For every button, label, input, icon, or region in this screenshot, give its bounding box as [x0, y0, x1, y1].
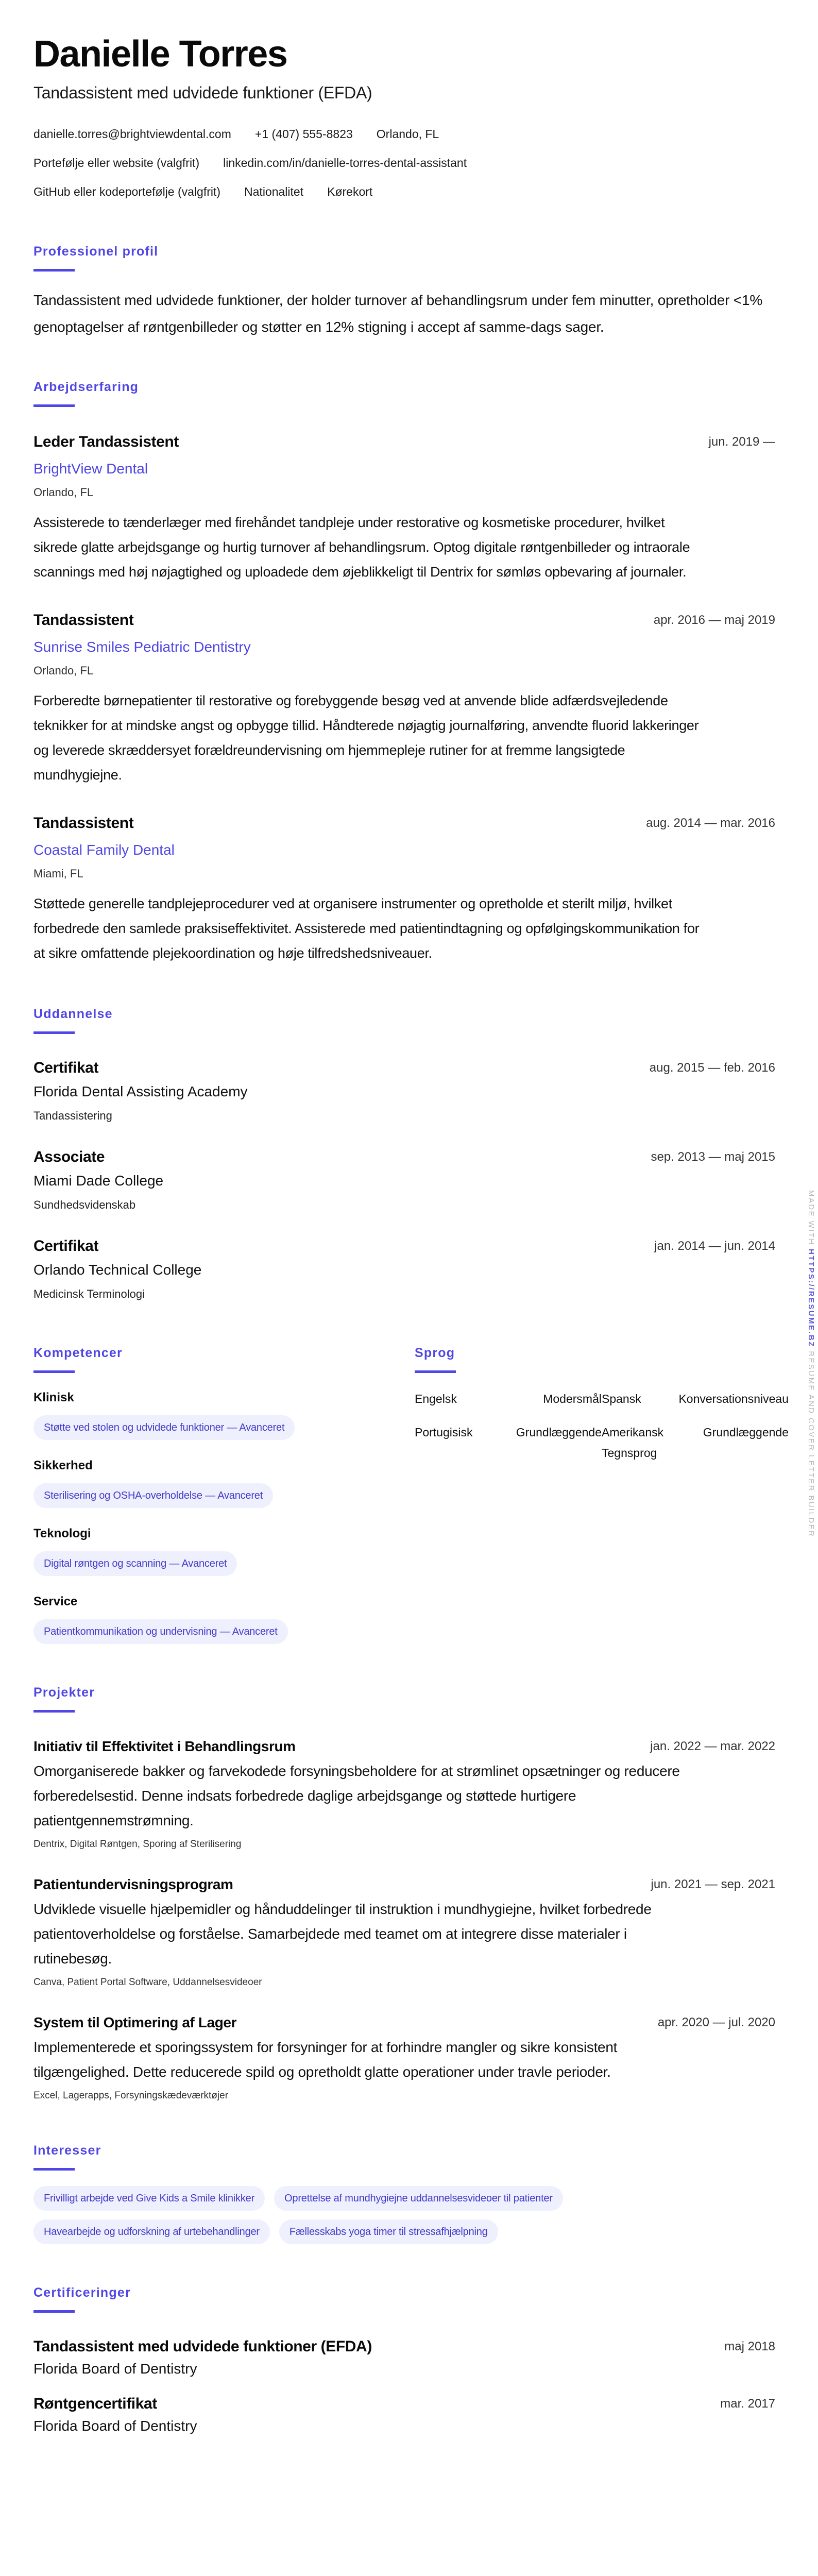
section-title: Interesser — [33, 2143, 101, 2158]
section-title: Sprog — [415, 1346, 455, 1360]
section-title: Projekter — [33, 1685, 95, 1700]
language-level: Grundlæggende — [703, 1426, 789, 1439]
institution: Miami Dade College — [33, 1173, 164, 1189]
job-description: Støttede generelle tandplejeprocedurer ved at organisere instrumenter og opretholde et sterilt miljø, hvilket forbedrede den samlede praksiseffektivitet. Assisterede med patientindtagning og opfølgingskommunikation for at sikre omfattende plejekoordination og høje tilfredshedsniveauer. — [33, 896, 700, 961]
skill-category-name: Klinisk — [33, 1391, 74, 1404]
contact-drivers-license: Kørekort — [327, 185, 373, 198]
interest-list — [33, 2186, 755, 2244]
language-level: Konversationsniveau — [678, 1392, 789, 1405]
language-name: Engelsk — [415, 1392, 457, 1405]
experience-section — [33, 378, 775, 965]
project-item — [33, 2012, 775, 2104]
job-date: apr. 2016 — maj 2019 — [653, 613, 775, 627]
education-item — [33, 1058, 775, 1125]
profile-section — [33, 242, 775, 341]
section-divider — [415, 1370, 456, 1373]
certification-item — [33, 2394, 775, 2436]
contact-linkedin[interactable]: linkedin.com/in/danielle-torres-dental-assistant — [223, 156, 467, 170]
language-item — [602, 1388, 789, 1409]
job-date: jun. 2019 — — [708, 435, 775, 449]
project-date: jan. 2022 — mar. 2022 — [650, 1739, 775, 1753]
project-description: Udviklede visuelle hjælpemidler og hånduddelinger til instruktion i mundhygiejne, hvilket forbedrede patientoverholdelse og forståelse. Samarbejdede med teamet om at integrere disse materialer i rutinebesøg. — [33, 1901, 652, 1967]
language-item — [415, 1388, 602, 1409]
education-item — [33, 1147, 775, 1214]
contact-location: Orlando, FL — [376, 127, 439, 141]
section-title: Professionel profil — [33, 244, 159, 259]
company-name: Coastal Family Dental — [33, 842, 175, 858]
skill-category-name: Teknologi — [33, 1527, 91, 1540]
certification-date: maj 2018 — [724, 2340, 775, 2353]
project-tech: Dentrix, Digital Røntgen, Sporing af Sterilisering — [33, 1839, 242, 1850]
interest-chip: Frivilligt arbejde ved Give Kids a Smile klinikker — [33, 2186, 265, 2211]
certifications-section — [33, 2283, 775, 2436]
certification-date: mar. 2017 — [720, 2397, 775, 2411]
job-title: Leder Tandassistent — [33, 433, 179, 450]
company-name: BrightView Dental — [33, 461, 148, 477]
field-of-study: Medicinsk Terminologi — [33, 1287, 145, 1300]
contact-nationality: Nationalitet — [244, 185, 304, 198]
project-tech: Excel, Lagerapps, Forsyningskædeværktøjer — [33, 2090, 229, 2101]
institution: Florida Dental Assisting Academy — [33, 1083, 248, 1099]
section-divider — [33, 269, 75, 272]
job-date: aug. 2014 — mar. 2016 — [646, 816, 775, 830]
experience-item — [33, 432, 775, 584]
watermark-link[interactable]: HTTPS://RESUME.BZ — [807, 1249, 815, 1348]
profile-summary: Tandassistent med udvidede funktioner, der holder turnover af behandlingsrum under fem minutter, opretholder <1% genoptagelser af røntgenbilleder og støtter en 12% stigning i accept af samme-dags sager. — [33, 292, 763, 335]
project-date: apr. 2020 — jul. 2020 — [657, 2015, 775, 2029]
contact-row — [33, 177, 775, 206]
skill-chip: Digital røntgen og scanning — Avanceret — [33, 1551, 237, 1576]
project-item — [33, 1874, 775, 1991]
skill-chip: Patientkommunikation og undervisning — Avanceret — [33, 1619, 288, 1644]
section-divider — [33, 1370, 75, 1373]
skill-chip: Sterilisering og OSHA-overholdelse — Avanceret — [33, 1483, 273, 1508]
language-name: Spansk — [602, 1392, 641, 1405]
job-title: Tandassistent — [33, 815, 134, 832]
skills-languages-row — [33, 1344, 789, 1644]
watermark-suffix: RESUME AND COVER LETTER BUILDER — [807, 1351, 815, 1538]
contact-github[interactable]: GitHub eller kodeportefølje (valgfrit) — [33, 185, 221, 198]
degree: Associate — [33, 1148, 105, 1165]
language-name: Portugisisk — [415, 1426, 473, 1439]
education-date: sep. 2013 — maj 2015 — [651, 1150, 775, 1164]
section-title: Uddannelse — [33, 1007, 113, 1021]
projects-section — [33, 1683, 775, 2104]
interests-section — [33, 2141, 775, 2244]
language-name: Amerikansk Tegnsprog — [602, 1426, 664, 1460]
watermark-prefix: MADE WITH — [807, 1190, 815, 1246]
degree: Certifikat — [33, 1238, 99, 1255]
job-description: Assisterede to tænderlæger med firehåndet tandpleje under restorative og kosmetiske procedurer, hvilket sikrede glatte arbejdsgange og hurtig turnover af behandlingsrum. Optog digitale røntgenbilleder og intraorale scannings med høj nøjagtighed og uploadede dem øjeblikkeligt til Dentrix for sømløs opbevaring af journaler. — [33, 515, 690, 580]
resume-page — [33, 0, 789, 2457]
section-divider — [33, 2168, 75, 2171]
job-location: Orlando, FL — [33, 486, 94, 499]
project-title: Patientundervisningsprogram — [33, 1876, 233, 1892]
degree: Certifikat — [33, 1059, 99, 1076]
candidate-name: Danielle Torres — [33, 33, 287, 75]
institution: Orlando Technical College — [33, 1262, 202, 1278]
language-item — [415, 1422, 602, 1463]
languages-section — [415, 1344, 789, 1644]
resume-header — [33, 31, 775, 206]
section-divider — [33, 2310, 75, 2313]
education-section — [33, 1005, 775, 1303]
contact-row — [33, 148, 775, 177]
language-item — [602, 1422, 789, 1463]
contact-row — [33, 120, 775, 148]
section-title: Certificeringer — [33, 2285, 131, 2300]
interest-chip: Fællesskabs yoga timer til stressafhjælpning — [279, 2219, 498, 2244]
project-description: Implementerede et sporingssystem for forsyninger for at forhindre mangler og sikre konsistent tilgængelighed. Dette reducerede spild og opretholdt glatte operationer under travle perioder. — [33, 2039, 618, 2080]
job-location: Orlando, FL — [33, 664, 94, 677]
project-title: Initiativ til Effektivitet i Behandlingsrum — [33, 1738, 296, 1754]
skills-section — [33, 1344, 415, 1644]
contact-info — [33, 120, 775, 206]
skill-category — [33, 1456, 415, 1508]
skill-chip: Støtte ved stolen og udvidede funktioner — Avanceret — [33, 1415, 295, 1440]
education-date: jan. 2014 — jun. 2014 — [654, 1239, 775, 1253]
job-location: Miami, FL — [33, 867, 83, 880]
watermark — [807, 1190, 815, 1537]
skill-category — [33, 1388, 415, 1440]
project-item — [33, 1736, 775, 1853]
skill-category — [33, 1592, 415, 1644]
section-title: Kompetencer — [33, 1346, 123, 1360]
experience-item — [33, 813, 775, 965]
language-list — [415, 1388, 789, 1463]
certification-issuer: Florida Board of Dentistry — [33, 2418, 197, 2434]
section-divider — [33, 1710, 75, 1713]
contact-portfolio[interactable]: Portefølje eller website (valgfrit) — [33, 156, 200, 170]
interest-chip: Havearbejde og udforskning af urtebehandlinger — [33, 2219, 270, 2244]
project-date: jun. 2021 — sep. 2021 — [651, 1877, 775, 1891]
job-title: Tandassistent — [33, 612, 134, 629]
certification-title: Tandassistent med udvidede funktioner (EFDA) — [33, 2338, 372, 2355]
contact-email[interactable]: danielle.torres@brightviewdental.com — [33, 127, 231, 141]
company-name: Sunrise Smiles Pediatric Dentistry — [33, 639, 251, 655]
project-description: Omorganiserede bakker og farvekodede forsyningsbeholdere for at strømlinet opsætninger og reducere forberedelsestid. Denne indsats forbedrede daglige arbejdsgange og støttede hurtigere patientgennemstrømning. — [33, 1763, 680, 1828]
contact-phone[interactable]: +1 (407) 555-8823 — [254, 127, 353, 141]
project-title: System til Optimering af Lager — [33, 2014, 237, 2030]
candidate-title: Tandassistent med udvidede funktioner (EFDA) — [33, 83, 372, 102]
section-divider — [33, 1031, 75, 1034]
section-divider — [33, 404, 75, 407]
skill-category-name: Service — [33, 1595, 78, 1608]
section-title: Arbejdserfaring — [33, 380, 139, 394]
certification-title: Røntgencertifikat — [33, 2395, 157, 2412]
skill-category — [33, 1524, 415, 1576]
skill-category-name: Sikkerhed — [33, 1459, 93, 1472]
certification-item — [33, 2336, 775, 2379]
education-item — [33, 1236, 775, 1303]
language-level: Grundlæggende — [516, 1426, 602, 1439]
field-of-study: Sundhedsvidenskab — [33, 1198, 136, 1211]
experience-item — [33, 610, 775, 787]
education-date: aug. 2015 — feb. 2016 — [649, 1061, 775, 1075]
project-tech: Canva, Patient Portal Software, Uddannelsesvideoer — [33, 1977, 262, 1988]
interest-chip: Oprettelse af mundhygiejne uddannelsesvideoer til patienter — [274, 2186, 563, 2211]
job-description: Forberedte børnepatienter til restorative og forebyggende besøg ved at anvende blide adfærdsvejledende teknikker for at mindske angst og opbygge tillid. Håndterede nøjagtig journalføring, anvendte fluorid lakkeringer og leverede skræddersyet forældreundervisning om hjemmepleje rutiner for at fremme langsigtede mundhygiejne. — [33, 693, 699, 783]
certification-issuer: Florida Board of Dentistry — [33, 2361, 197, 2377]
field-of-study: Tandassistering — [33, 1109, 112, 1122]
language-level: Modersmål — [543, 1392, 602, 1405]
